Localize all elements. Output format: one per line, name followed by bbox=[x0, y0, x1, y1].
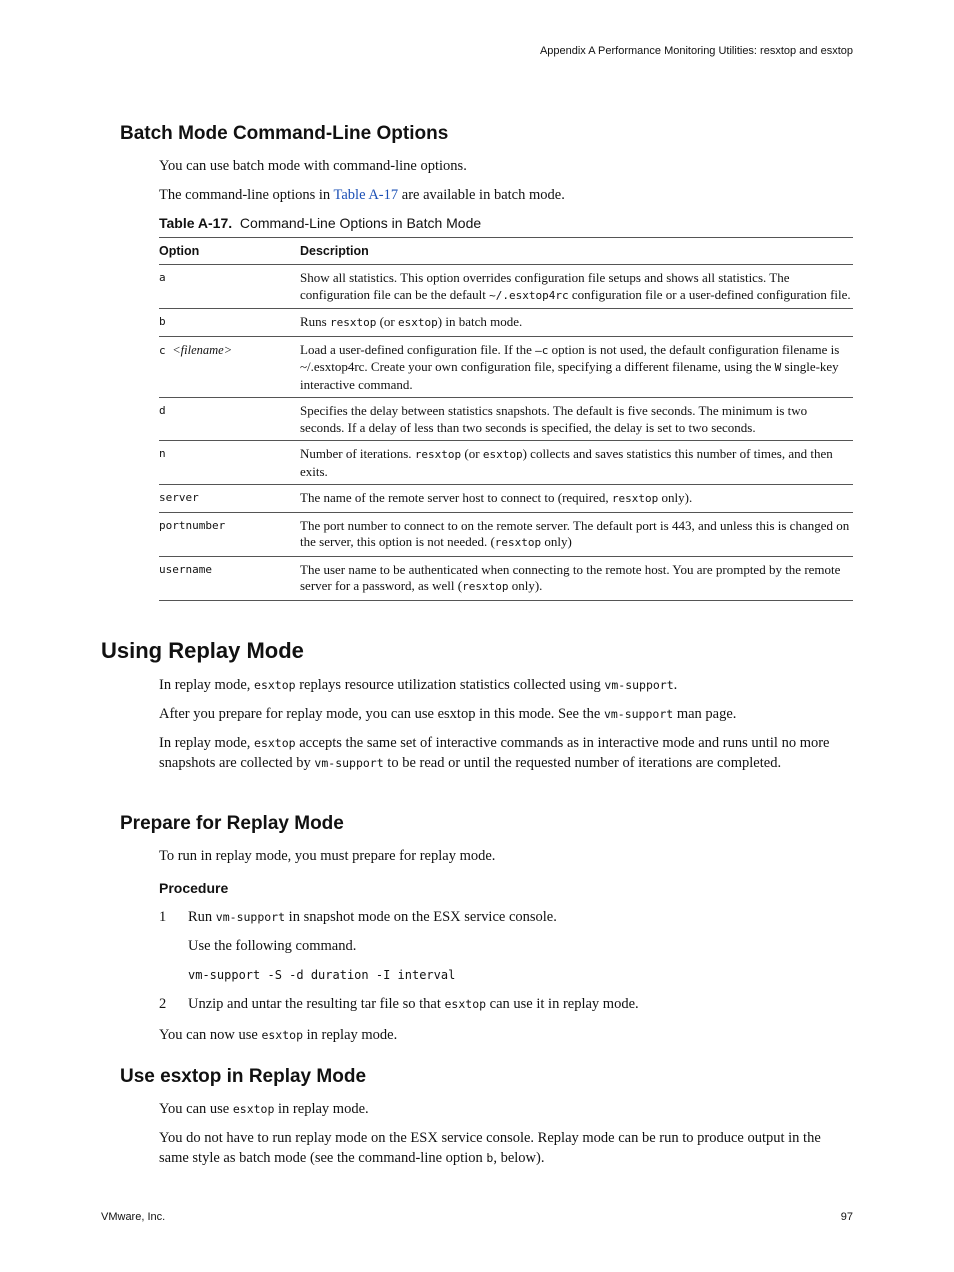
code: esxtop bbox=[482, 448, 523, 461]
options-table bbox=[159, 237, 853, 601]
footer-company: VMware, Inc. bbox=[101, 1211, 166, 1223]
description-cell bbox=[300, 441, 853, 485]
text: option is not used, the default configuration filename is ~/.esxtop4rc. Create your own configuration file, specifying a different filename, using the bbox=[300, 341, 840, 374]
description-cell bbox=[300, 336, 853, 398]
code: esxtop bbox=[254, 678, 296, 692]
table-caption bbox=[159, 215, 481, 231]
option-cell: b bbox=[159, 309, 300, 337]
code: esxtop bbox=[254, 736, 296, 750]
step-text-2 bbox=[188, 996, 639, 1013]
code: vm-support bbox=[603, 707, 674, 721]
text: ) collects and saves statistics this number of times, and then exits. bbox=[300, 446, 833, 479]
command-example: vm-support -S -d duration -I interval bbox=[188, 968, 456, 982]
step-number-1: 1 bbox=[159, 909, 167, 925]
text: are available in batch mode. bbox=[398, 187, 565, 203]
code: resxtop bbox=[329, 316, 377, 329]
chapter-heading-replay: Using Replay Mode bbox=[101, 638, 304, 663]
text: . bbox=[673, 677, 678, 693]
option-cell: a bbox=[159, 265, 300, 309]
text: to be read or until the requested number of iterations are completed. bbox=[383, 755, 782, 771]
code: esxtop bbox=[232, 1102, 275, 1116]
text: ) in batch mode. bbox=[437, 314, 523, 329]
description-cell bbox=[300, 512, 853, 556]
prepare-paragraph-1: To run in replay mode, you must prepare for replay mode. bbox=[159, 848, 496, 864]
text: can use it in replay mode. bbox=[486, 996, 639, 1012]
option-cell bbox=[159, 336, 300, 398]
text: After you prepare for replay mode, you can use esxtop in this mode. See the bbox=[159, 706, 604, 722]
option-cell: d bbox=[159, 398, 300, 441]
code: esxtop bbox=[261, 1028, 303, 1042]
text: Load a user-defined configuration file. If the bbox=[300, 341, 536, 357]
step-1-subtext: Use the following command. bbox=[188, 938, 357, 954]
code: W bbox=[774, 361, 782, 374]
description-cell bbox=[300, 556, 853, 600]
code: esxtop bbox=[398, 316, 438, 329]
table-row bbox=[159, 441, 853, 485]
replay-paragraph-1 bbox=[159, 675, 854, 695]
column-header-description: Description bbox=[300, 238, 853, 265]
code: b bbox=[486, 1151, 494, 1165]
text: in replay mode. bbox=[303, 1027, 398, 1043]
table-a17-link[interactable]: Table A-17 bbox=[333, 187, 399, 203]
code: ~/.esxtop4rc bbox=[489, 288, 569, 302]
code: vm-support bbox=[215, 910, 286, 924]
table-row bbox=[159, 265, 853, 309]
code: resxtop bbox=[494, 536, 542, 549]
text: in replay mode. bbox=[274, 1101, 369, 1117]
replay-paragraph-3 bbox=[159, 733, 854, 773]
text: In replay mode, bbox=[159, 735, 255, 751]
text: man page. bbox=[673, 706, 737, 722]
section-heading-use-esxtop: Use esxtop in Replay Mode bbox=[120, 1066, 367, 1087]
table-row bbox=[159, 512, 853, 556]
text: You do not have to run replay mode on the ESX service console. Replay mode can be run to produce output in the same style as batch mode (see the command-line option bbox=[159, 1130, 821, 1166]
section-heading-batch: Batch Mode Command-Line Options bbox=[120, 123, 449, 144]
text: accepts the same set of interactive commands as in interactive mode and runs until no more snapshots are collected by bbox=[159, 735, 830, 771]
step-text-1 bbox=[188, 909, 557, 926]
table-row bbox=[159, 398, 853, 441]
option-argument: <filename> bbox=[172, 342, 233, 357]
text: Show all statistics. This option overrides configuration file setups and shows all statistics. The configuration file can be the default bbox=[300, 270, 790, 302]
code: vm-support bbox=[314, 756, 384, 770]
section-heading-prepare: Prepare for Replay Mode bbox=[120, 813, 344, 834]
code: esxtop bbox=[444, 997, 487, 1011]
procedure-result bbox=[159, 1025, 854, 1045]
column-header-option: Option bbox=[159, 238, 300, 265]
option-cell: n bbox=[159, 441, 300, 485]
table-header-row bbox=[159, 238, 853, 265]
text: (or bbox=[461, 446, 483, 461]
text: In replay mode, bbox=[159, 677, 255, 693]
text: The port number to connect to on the remote server. The default port is 443, and unless this is changed on the server, this option is not needed. ( bbox=[300, 517, 850, 549]
batch-paragraph-2 bbox=[159, 185, 854, 205]
code: resxtop bbox=[414, 448, 462, 461]
code: resxtop bbox=[462, 580, 509, 593]
caption-text: Command-Line Options in Batch Mode bbox=[239, 215, 482, 231]
option-name: c bbox=[159, 343, 166, 357]
option-cell: username bbox=[159, 556, 300, 600]
text: You can use bbox=[159, 1101, 233, 1117]
text: , below). bbox=[493, 1150, 545, 1166]
table-row bbox=[159, 556, 853, 600]
table-row bbox=[159, 309, 853, 337]
code: resxtop bbox=[611, 492, 659, 505]
code: –c bbox=[535, 343, 549, 357]
replay-paragraph-2 bbox=[159, 704, 854, 724]
running-header: Appendix A Performance Monitoring Utilities: resxtop and esxtop bbox=[539, 45, 853, 57]
text: You can now use bbox=[159, 1027, 262, 1043]
text: Number of iterations. bbox=[300, 446, 415, 461]
description-cell bbox=[300, 265, 853, 309]
description-cell: Specifies the delay between statistics snapshots. The default is five seconds. The minimum is two seconds. If a delay of less than two seconds is specified, the delay is set to two seconds. bbox=[300, 398, 853, 441]
text: only) bbox=[541, 534, 572, 549]
text: Run bbox=[188, 909, 216, 925]
description-cell bbox=[300, 485, 853, 513]
table-row bbox=[159, 336, 853, 398]
description-cell bbox=[300, 309, 853, 337]
option-cell: portnumber bbox=[159, 512, 300, 556]
text: only). bbox=[508, 578, 543, 593]
text: only). bbox=[658, 490, 693, 505]
text: (or bbox=[376, 314, 399, 329]
text: single-key interactive command. bbox=[300, 359, 839, 392]
text: Unzip and untar the resulting tar file so that bbox=[188, 996, 445, 1012]
text: in snapshot mode on the ESX service console. bbox=[285, 909, 557, 925]
text: configuration file or a user-defined configuration file. bbox=[568, 286, 851, 302]
text: The name of the remote server host to connect to (required, bbox=[300, 490, 612, 505]
option-cell: server bbox=[159, 485, 300, 513]
caption-label: Table A-17. bbox=[159, 215, 233, 231]
text: The user name to be authenticated when connecting to the remote host. You are prompted by the remote server for a password, as well ( bbox=[300, 561, 841, 593]
footer-page-number: 97 bbox=[840, 1211, 853, 1223]
text: The command-line options in bbox=[159, 187, 334, 203]
text: Runs bbox=[300, 314, 330, 329]
procedure-label: Procedure bbox=[159, 880, 229, 896]
text: replays resource utilization statistics collected using bbox=[295, 677, 605, 693]
table-row bbox=[159, 485, 853, 513]
use-paragraph-2 bbox=[159, 1128, 854, 1168]
step-number-2: 2 bbox=[159, 996, 167, 1012]
code: vm-support bbox=[604, 678, 674, 692]
use-paragraph-1 bbox=[159, 1099, 854, 1119]
batch-paragraph-1: You can use batch mode with command-line options. bbox=[159, 158, 467, 174]
